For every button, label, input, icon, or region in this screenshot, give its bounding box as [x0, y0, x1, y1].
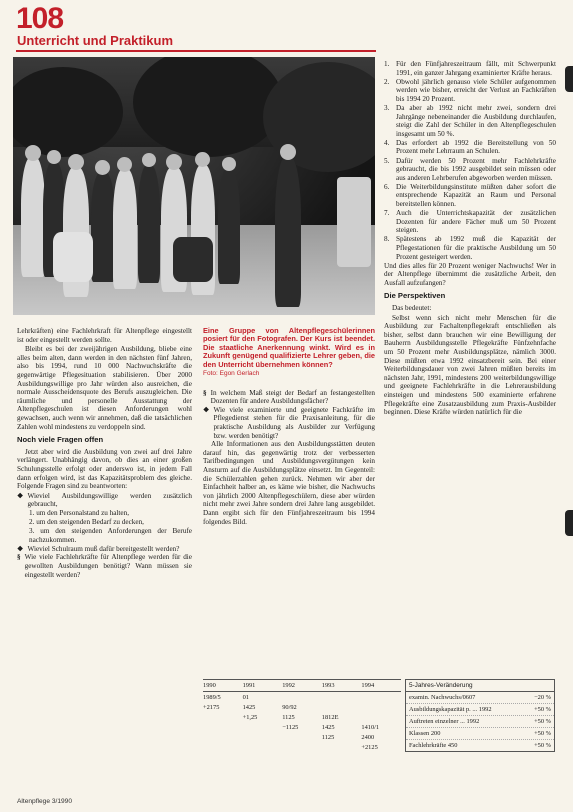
change-table [405, 679, 555, 752]
paragraph: Selbst wenn sich nicht mehr Menschen für die Ausbildung zur Fachaltenpflegekraft entschließen als bisher, selbst dann brauchen wir eine Bewilligung der Bauherrn Ausbildungsstelle Pflegekräfte Fünfzehnfache um 50 Prozent mehr Ausbildungsplätze, nämlich 3000. Diese müßten etwa 1992 einsatzbereit sein. Bei einer Weiterbildungsdauer von zwei Jahren müßten bereits im nächsten Jahr, 1991, mindestens 200 weiterbildungswillige und geeignete Fachlehrkräfte in die Lehrerausbildung einsteigen und mindestens 500 examinierte erfahrene Pflegekräfte eine Zusatzausbildung zum Praxis-Ausbilder beginnen. Diese Kräfte würden natürlich für die [384, 313, 556, 417]
list-item: 7. Auch die Unterrichtskapazität der zusätzlichen Dozenten für andere Fächer muß um 50 Prozent steigen. [384, 209, 556, 235]
paragraph: Bleibt es bei der zweijährigen Ausbildung, bliebe eine alles beim alten, dann werden in den nächsten fünf Jahren, also bis 1994, rund 10 000 Nachwuchskräfte die gegenwärtige Pflegesituation stabilisieren. Über 2000 Ausbildungswillige pro Jahr würden also ausreichen, die normale Ausscheidensquote des Berufs auszugleichen. Die räumliche und personelle Ausstattung der Altenpflegeschulen ist diesen Anforderungen wohl gewachsen, auch wenn wir annehmen, daß die tatsächlichen Zahlen wohl mindestens zu verdoppeln sind. [17, 345, 192, 431]
list-item: 2. Obwohl jährlich genauso viele Schüler aufgenommen werden wie bisher, erreicht der Verlust an Fachkräften bis 1994 20 Prozent. [384, 77, 556, 103]
left-column [17, 327, 192, 579]
question-item: § Wie viele Fachlehrkräfte für Altenpflege werden für die gewollten Ausbildungen benötigt? Wann müssen sie eingestellt werden? [17, 553, 192, 579]
list-item: 3. Da aber ab 1992 nicht mehr zwei, sondern drei Jahrgänge nebeneinander die Ausbildung durchlaufen, steigt die Zahl der Schüler in den Altenpflegeschulen insgesamt um 50 %. [384, 103, 556, 138]
question-item: ❖ Wie viele examinierte und geeignete Fachkräfte im Pflegedienst stehen für die Praxisanleitung, für die praktische Ausbildung als Ausbilder zur Verfügung bzw. werden benötigt? [203, 405, 375, 440]
heading-perspectives: Die Perspektiven [384, 291, 446, 301]
middle-column [203, 327, 375, 527]
bullet-icon: ❖ [203, 405, 210, 414]
list-item: 2. um den steigenden Bedarf zu decken, [29, 517, 144, 526]
table-row: 1125 2400 [321, 733, 375, 741]
question-item: § In welchem Maß steigt der Bedarf an festangestellten Dozenten für andere Ausbildungsfächer? [203, 388, 375, 406]
bullet-icon: ❖ [17, 491, 24, 500]
page-number: 108 [16, 2, 64, 35]
heading-open-questions: Noch viele Fragen offen [17, 435, 104, 445]
paragraph: Alle Informationen aus den Ausbildungsstätten deuten darauf hin, das gegenwärtig trotz der verbesserten Tarifbedingungen und Ausbildungsvergütungen kein Ansturm auf die Ausbildungsplätze einsetzt. Im Gegenteil: die Schülerzahlen gehen zurück. Nehmen wir aber der Einfachheit halber an, es käme wie bisher, die Nachwuchs von jährlich 2000 Altenpflegeschülern, diese aber würden nicht mehr zwei Jahre sondern drei Jahre lang ausgebildet. Dann ergibt sich für den Fünfjahreszeitraum bis 1994 folgendes Bild. [203, 440, 375, 526]
numbered-list [384, 60, 556, 261]
title-rule [16, 50, 376, 52]
table-row: examin. Nachwuchs/0607 −20 % [406, 692, 554, 704]
paragraph: Und dies alles für 20 Prozent weniger Nachwuchs! Wer in der Altenpflege übernimmt die zusätzliche Arbeit, den Ausfall aufzufangen? [384, 261, 556, 287]
list-item: 5. Dafür werden 50 Prozent mehr Fachlehrkräfte gebraucht, die bis 1992 ausgebildet sein müssen oder aus anderen Lehrberufen abgeworben werden müssen. [384, 156, 556, 182]
table-row: Ausbildungskapazität p. ... 1992 +50 % [406, 704, 554, 716]
table-row: −1125 1425 1410/1 [282, 723, 380, 731]
section-title: Unterricht und Praktikum [17, 33, 174, 48]
table-row: Fachlehrkräfte 450 +50 % [409, 742, 551, 749]
question-item: ❖ Wieviel Ausbildungswillige werden zusätzlich gebraucht, [17, 491, 192, 509]
binding-mark [565, 66, 573, 92]
paragraph: Lehrkräften) eine Fachlehrkraft für Altenpflege eingestellt ist oder eingestellt werden sollte. [17, 327, 192, 344]
list-item: 4. Das erfordert ab 1992 die Bereitstellung von 50 Prozent mehr Lehrraum an Schulen. [384, 138, 556, 156]
bullet-icon: § [203, 388, 207, 397]
table-row: Auftreten einzelner ... 1992 +50 % [406, 716, 554, 728]
list-item: 3. um den steigenden Anforderungen der Berufe nachzukommen. [29, 527, 192, 544]
list-item: 1. Für den Fünfjahreszeitraum fällt, mit Schwerpunkt 1991, ein ganzer Jahrgang examinierter Kräfte heraus. [384, 60, 556, 77]
group-photo [13, 57, 375, 315]
table-header: 1990 1991 1992 1993 1994 [203, 679, 401, 692]
question-item: ❖ Wieviel Schulraum muß dafür bereitgestellt werden? [17, 544, 180, 553]
footer-citation: Altenpflege 3/1990 [17, 798, 72, 805]
table-row: +2175 1425 90/92 [203, 703, 297, 711]
table-row: +1,25 1125 1812E [242, 713, 339, 721]
list-item: 6. Die Weiterbildungsinstitute müßten daher sofort die entsprechende Kapazität an Raum und Personal bereitstellen können. [384, 182, 556, 208]
table-row: +2125 [361, 743, 378, 751]
list-item: 8. Spätestens ab 1992 muß die Kapazität der Pflegestationen für die praktische Ausbildung um 50 Prozent gesteigert werden. [384, 235, 556, 261]
paragraph: Jetzt aber wird die Ausbildung von zwei auf drei Jahre verlängert. Unabhängig davon, ob dies an einer großen Schulungsstelle erfolgt oder anderswo ist, in jedem Fall dann erfolgen wird, ist das Kapazitätsproblem des gleiche. Folgende Fragen sind zu beantworten: [17, 447, 192, 491]
table-row: 1989/5 01 [203, 693, 249, 701]
table-header: 5-Jahres-Veränderung [406, 680, 554, 692]
bullet-icon: § [17, 553, 21, 562]
bullet-icon: ❖ [17, 544, 24, 553]
right-column [384, 60, 556, 418]
photo-caption: Eine Gruppe von Altenpflegeschülerinnen posiert für den Fotografen. Der Kurs ist beendet. Die staatliche Anerkennung winkt. Wird es in Zukunft genügend qualifizierte Lehrer geben, die den Unterricht übernehmen können? [203, 326, 375, 369]
photo-credit: Foto: Egon Gerlach [203, 370, 260, 378]
year-table [203, 679, 401, 752]
paragraph: Das bedeutet: [392, 304, 432, 313]
binding-mark [565, 510, 573, 536]
list-item: 1. um den Personalstand zu halten, [29, 508, 130, 517]
table-row: Klassen 200 +50 % [406, 728, 554, 740]
